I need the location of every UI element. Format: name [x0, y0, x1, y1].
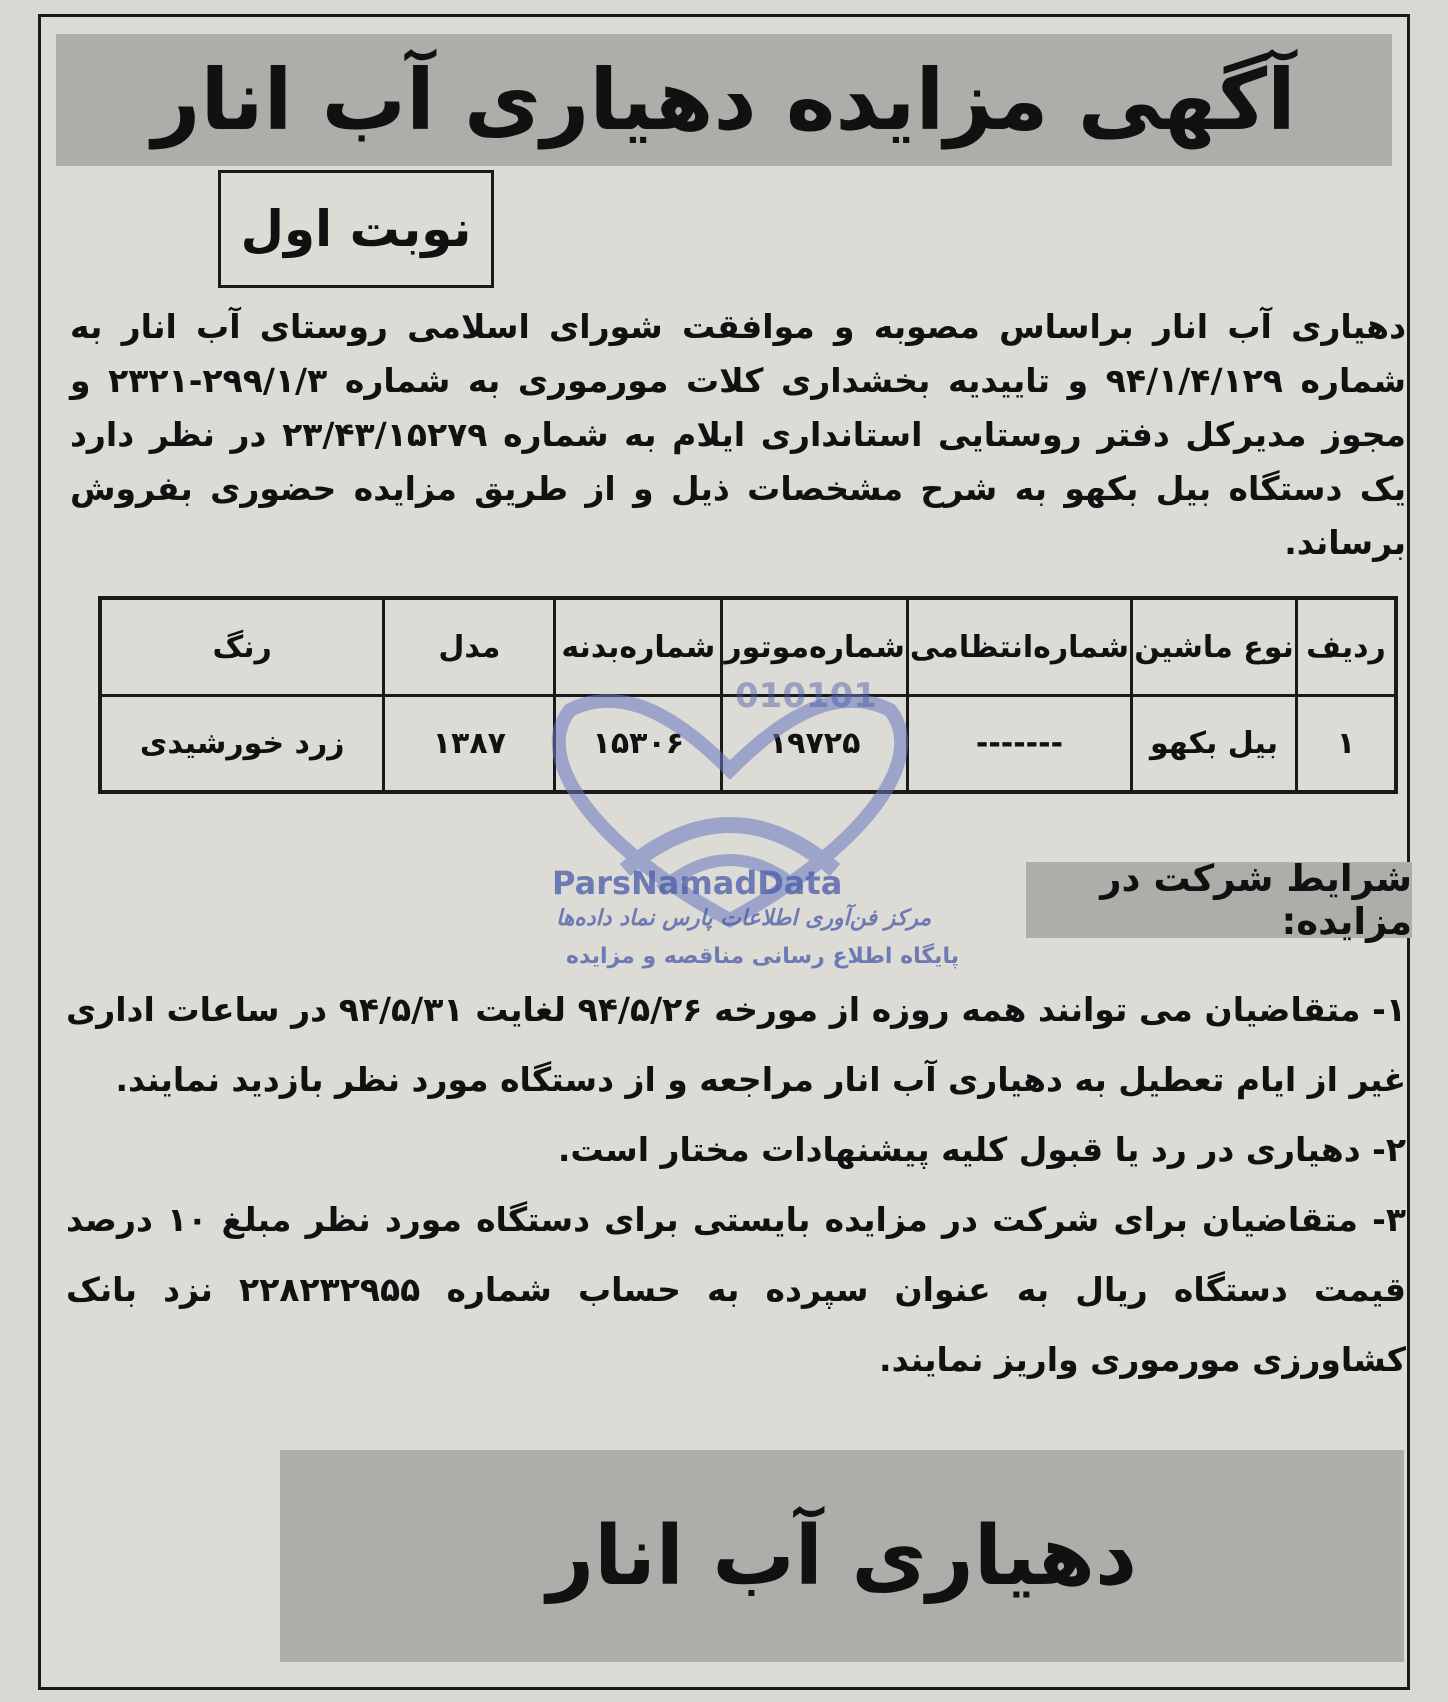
header-engine-number: شماره‌موتور [722, 598, 908, 696]
watermark-line2: پایگاه اطلاع رسانی مناقصه و مزایده [566, 944, 959, 969]
watermark-digits: 010101 [735, 676, 877, 716]
header-chassis-number: شماره‌بدنه [555, 598, 722, 696]
cell-engine-number: ۱۹۷۲۵ [722, 696, 908, 793]
watermark-line1: مرکز فن‌آوری اطلاعات پارس نماد داده‌ها [556, 906, 932, 931]
conditions-list [66, 975, 1406, 1395]
condition-item-1: ۱- متقاضیان می توانند همه روزه از مورخه ۹۴/۵/۲۶ لغایت ۹۴/۵/۳۱ در ساعات اداری غیر از ایام تعطیل به دهیاری آب انار مراجعه و از دستگاه مورد نظر بازدید نمایند. [66, 990, 1407, 1099]
issuer-signature: دهیاری آب انار [546, 1508, 1138, 1604]
cell-color: زرد خورشیدی [100, 696, 384, 793]
conditions-heading: شرایط شرکت در مزایده: [1100, 857, 1412, 943]
condition-item-3: ۳- متقاضیان برای شرکت در مزایده بایستی برای دستگاه مورد نظر مبلغ ۱۰ درصد قیمت دستگاه ریال به عنوان سپرده به حساب شماره ۲۲۸۲۳۲۹۵۵ نزد بانک کشاورزی مورموری واریز نمایند. [66, 1200, 1406, 1379]
cell-plate-number: ------- [907, 696, 1131, 793]
footer-band [280, 1450, 1404, 1662]
conditions-heading-band [1026, 857, 1412, 943]
round-label: نوبت اول [240, 200, 472, 258]
notice-title: آگهی مزایده دهیاری آب انار [152, 51, 1296, 149]
header-plate-number: شماره‌انتظامی [907, 598, 1131, 696]
title-band [56, 34, 1392, 166]
header-machine-type: نوع ماشین [1132, 598, 1297, 696]
watermark-brand: ParsNamadData [552, 864, 843, 902]
cell-row-number: ۱ [1297, 696, 1397, 793]
cell-machine-type: بیل بکهو [1132, 696, 1297, 793]
header-color: رنگ [100, 598, 384, 696]
round-box [218, 170, 494, 288]
intro-paragraph: دهیاری آب انار براساس مصوبه و موافقت شورای اسلامی روستای آب انار به شماره ۹۴/۱/۴/۱۲۹ و تاییدیه بخشداری کلات مورموری به شماره ۲۹۹/۱/۳-۲۳۲۱ و مجوز مدیرکل دفتر روستایی استانداری ایلام به شماره ۲۳/۴۳/۱۵۲۷۹ در نظر دارد یک دستگاه بیل بکهو به شرح مشخصات ذیل و از طریق مزایده حضوری بفروش برساند. [70, 307, 1406, 562]
cell-model: ۱۳۸۷ [384, 696, 555, 793]
header-model: مدل [384, 598, 555, 696]
cell-chassis-number: ۱۵۳۰۶ [555, 696, 722, 793]
condition-item-2: ۲- دهیاری در رد یا قبول کلیه پیشنهادات مختار است. [557, 1130, 1406, 1169]
header-row-number: ردیف [1297, 598, 1397, 696]
